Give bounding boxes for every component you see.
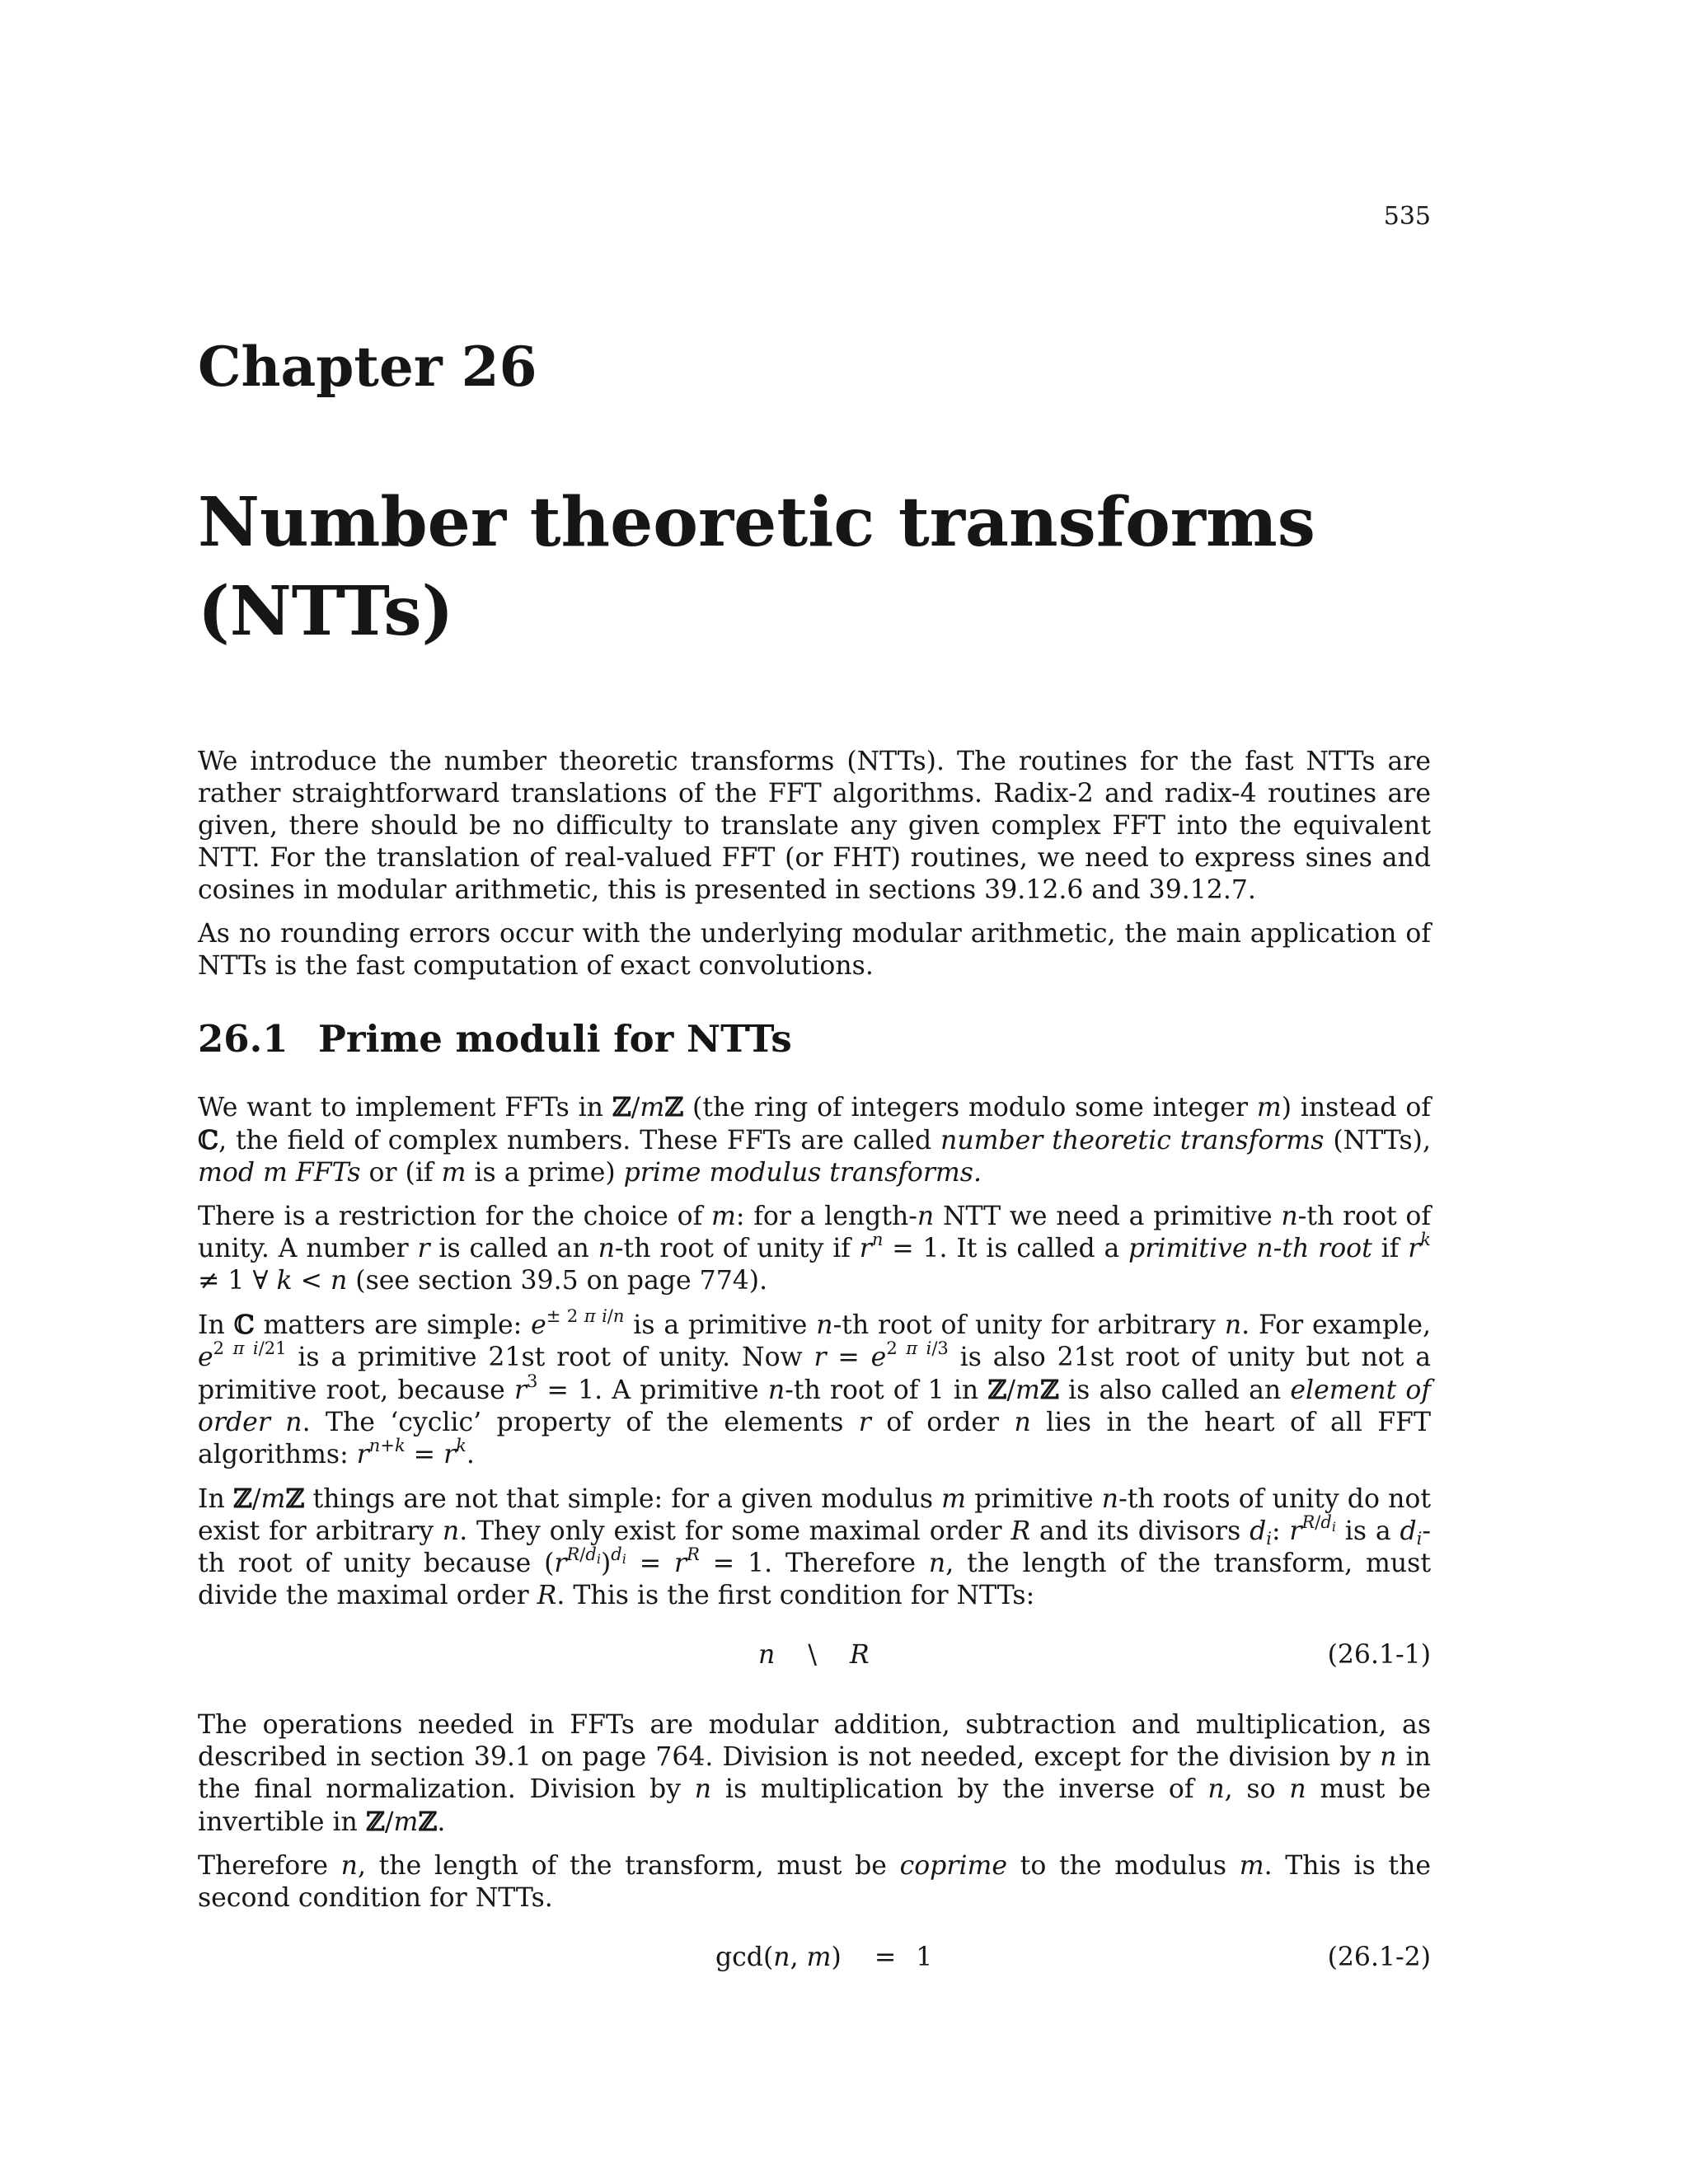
section-heading	[198, 1017, 1431, 1062]
paragraph-ring-definition: We want to implement FFTs in ℤ/mℤ (the ring of integers modulo some integer m) instead of ℂ, the field of complex numbers. These FFTs are called number theoretic transforms (NTTs), mod m FFTs or (if m is a prime) prime modulus transforms.	[198, 1092, 1431, 1188]
paragraph-root-of-unity: There is a restriction for the choice of m: for a length-n NTT we need a primitive n-th root of unity. A number r is called an n-th root of unity if $r^n = 1$. It is called a primitive n-th root if $r^k \ne 1$ ∀ k < n (see section 39.5 on page 774).	[198, 1202, 1431, 1296]
intro-paragraph-2: As no rounding errors occur with the underlying modular arithmetic, the main application of NTTs is the fast computation of exact convolutions.	[198, 919, 1431, 981]
paragraph-coprime: Therefore n, the length of the transform, must be coprime to the modulus m. This is the second condition for NTTs.	[198, 1851, 1431, 1913]
chapter-body	[198, 746, 1431, 2012]
section-title: Prime moduli for NTTs	[318, 1017, 792, 1061]
chapter-title-line-2: (NTTs)	[198, 572, 454, 651]
equation-body: n \ R	[758, 1640, 870, 1670]
chapter-title-line-1: Number theoretic transforms	[198, 483, 1315, 562]
intro-paragraph-1: We introduce the number theoretic transforms (NTTs). The routines for the fast NTTs are rather straightforward translations of the FFT algorithms. Radix-2 and radix-4 routines are given, there should be no difficulty to translate any given complex FFT into the equivalent NTT. For the translation of real-valued FFT (or FHT) routines, we need to express sines and cosines in modular arithmetic, this is presented in sections 39.12.6 and 39.12.7.	[198, 747, 1431, 905]
equation-number: (26.1-2)	[1327, 1943, 1431, 1972]
paragraph-operations: The operations needed in FFTs are modular addition, subtraction and multiplication, as described in section 39.1 on page 764. Division is not needed, except for the division by n in the final normalization. Division by n is multiplication by the inverse of n, so n must be invertible in ℤ/mℤ.	[198, 1710, 1432, 1837]
equation-body: gcd(n, m) = 1	[715, 1943, 933, 1972]
chapter-title	[198, 478, 1434, 656]
paragraph-modular-roots: In ℤ/mℤ things are not that simple: for a given modulus m primitive n-th roots of unity do not exist for arbitrary n. They only exist for some maximal order R and its divisors $d_i$: $r^{R/d_i}$ is a $d_i-th$ root of unity because $(r^{R/d_i})^{d_i} = r^R = 1$. Therefore n, the length of the transform, must divide the maximal order R. This is the first condition for NTTs:	[198, 1483, 1432, 1610]
equation-number: (26.1-1)	[1327, 1640, 1431, 1670]
equation-26-1-1	[198, 1637, 1431, 1673]
equation-26-1-2	[198, 1939, 1431, 1975]
chapter-label: Chapter 26	[198, 335, 537, 399]
section-number: 26.1	[198, 1017, 288, 1061]
paragraph-complex-roots: In ℂ matters are simple: $e^{\pm 2 \pi i/n}$ is a primitive n-th root of unity for arbitrary n. For example, $e^{2 \pi i/21}$ is a primitive 21st root of unity. Now $r = e^{2 \pi i/3}$ is also 21st root of unity but not a primitive root, because $r^3 = 1$. A primitive n-th root of 1 in ℤ/mℤ is also called an element of order n. The ‘cyclic’ property of the elements r of order n lies in the heart of all FFT algorithms: $r^{n+k} = r^k$.	[198, 1306, 1432, 1469]
page-number: 535	[1383, 202, 1431, 231]
